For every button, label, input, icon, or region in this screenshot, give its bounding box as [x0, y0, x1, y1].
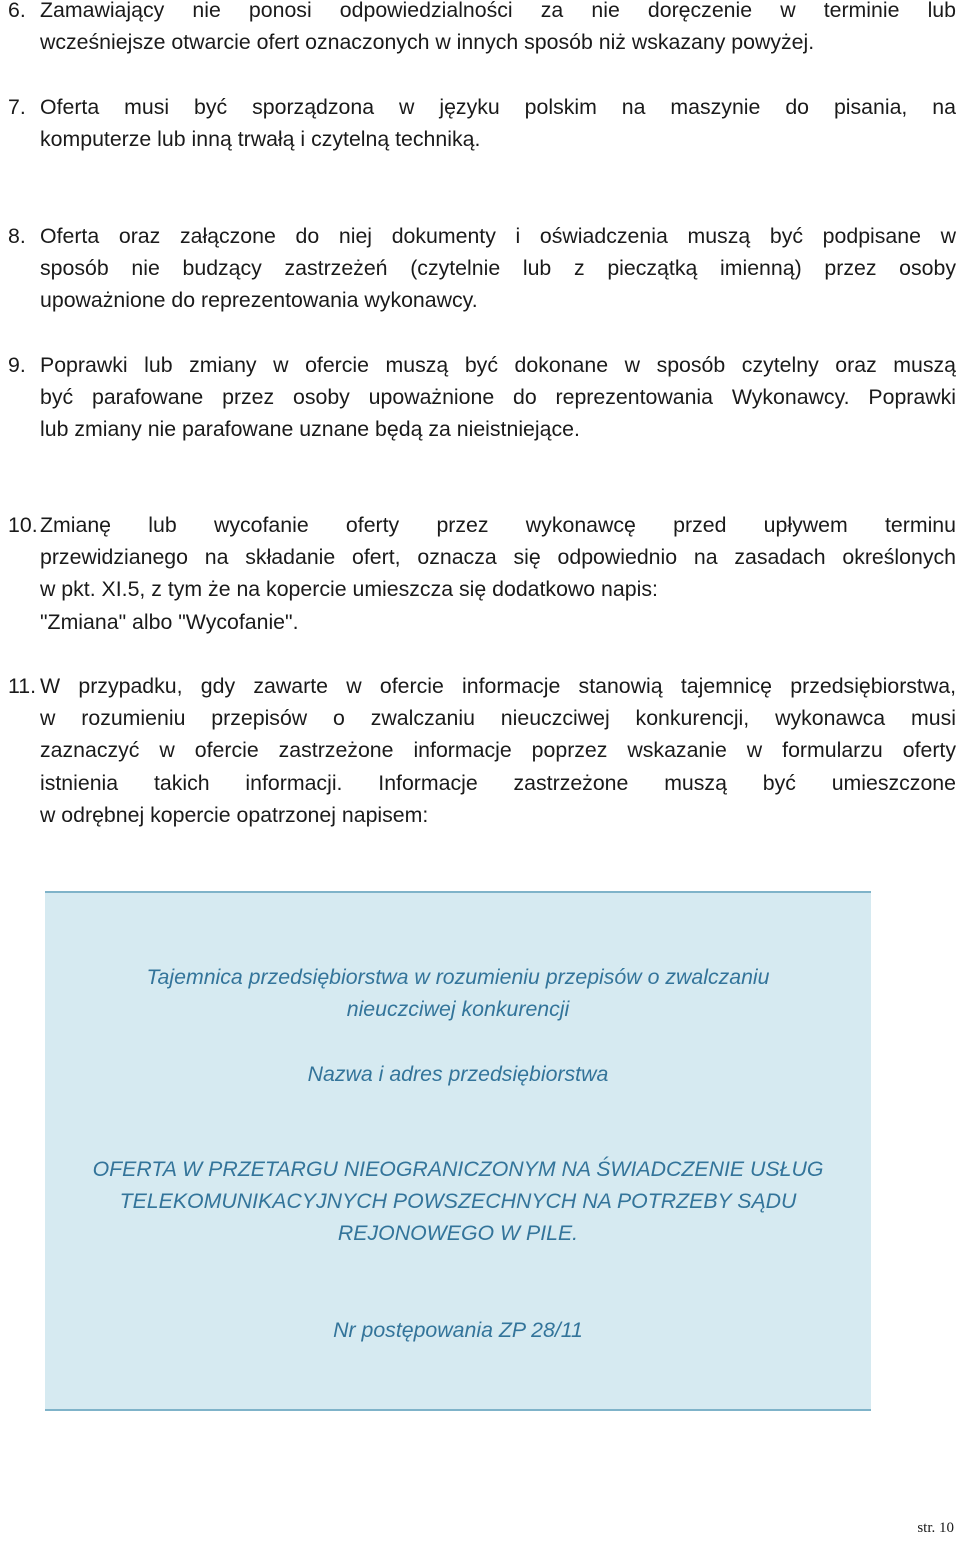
item-line: Zmianę lub wycofanie oferty przez wykonawcę przed upływem terminu — [40, 513, 956, 537]
page-number: str. 10 — [917, 1520, 954, 1536]
item-text — [40, 220, 956, 317]
item-text — [40, 349, 956, 446]
list-item-7 — [8, 91, 956, 155]
item-line: istnienia takich informacji. Informacje zastrzeżone muszą być umieszczone — [40, 770, 956, 795]
item-line: Zamawiający nie ponosi odpowiedzialności za nie doręczenie w terminie lub — [40, 0, 956, 22]
item-line: Oferta oraz załączone do niej dokumenty i oświadczenia muszą być podpisane w — [40, 224, 956, 248]
list-item-8 — [8, 220, 956, 317]
envelope-case-number: Nr postępowania ZP 28/11 — [333, 1318, 583, 1342]
list-item-9 — [8, 349, 956, 446]
item-line: komputerze lub inną trwałą i czytelną techniką. — [40, 127, 481, 152]
item-line: lub zmiany nie parafowane uznane będą za nieistniejące. — [40, 417, 580, 442]
item-line: sposób nie budzący zastrzeżeń (czytelnie lub z pieczątką imienną) przez osoby — [40, 256, 956, 281]
item-number: 6. — [8, 0, 26, 22]
item-line: przewidzianego na składanie ofert, oznacza się odpowiednio na zasadach określonych — [40, 545, 956, 570]
item-line: Oferta musi być sporządzona w języku polskim na maszynie do pisania, na — [40, 95, 956, 119]
item-text — [40, 670, 956, 831]
list-item-11 — [8, 670, 956, 831]
item-line: "Zmiana" albo "Wycofanie". — [40, 609, 299, 634]
envelope-title-line: REJONOWEGO W PILE. — [337, 1221, 579, 1245]
item-number: 9. — [8, 353, 26, 377]
list-item-6 — [8, 0, 956, 58]
envelope-title-line: OFERTA W PRZETARGU NIEOGRANICZONYM NA ŚWIADCZENIE USŁUG — [92, 1157, 824, 1181]
item-number: 7. — [8, 95, 26, 119]
item-text — [40, 509, 956, 638]
item-line: wcześniejsze otwarcie ofert oznaczonych w innych sposób niż wskazany powyżej. — [40, 30, 815, 55]
item-line: w rozumieniu przepisów o zwalczaniu nieuczciwej konkurencji, wykonawca musi — [40, 706, 956, 731]
item-line: zaznaczyć w ofercie zastrzeżone informacje poprzez wskazanie w formularzu oferty — [40, 738, 956, 763]
item-line: Poprawki lub zmiany w ofercie muszą być dokonane w sposób czytelny oraz muszą — [40, 353, 956, 377]
item-number: 10. — [8, 513, 38, 537]
envelope-company-line: Nazwa i adres przedsiębiorstwa — [307, 1062, 609, 1086]
item-text — [40, 91, 956, 155]
item-number: 8. — [8, 224, 26, 248]
envelope-line: nieuczciwej konkurencji — [346, 997, 570, 1021]
envelope-title-line: TELEKOMUNIKACYJNYCH POWSZECHNYCH NA POTRZEBY SĄDU — [119, 1189, 797, 1213]
item-line: upoważnione do reprezentowania wykonawcy. — [40, 288, 478, 313]
item-line: być parafowane przez osoby upoważnione do reprezentowania Wykonawcy. Poprawki — [40, 385, 956, 410]
item-line: W przypadku, gdy zawarte w ofercie informacje stanowią tajemnicę przedsiębiorstwa, — [40, 674, 956, 698]
item-line: w odrębnej kopercie opatrzonej napisem: — [40, 802, 429, 827]
item-number: 11. — [8, 674, 37, 698]
list-item-10 — [8, 509, 956, 638]
envelope-line: Tajemnica przedsiębiorstwa w rozumieniu przepisów o zwalczaniu — [146, 965, 770, 989]
item-text — [40, 0, 956, 58]
item-line: w pkt. XI.5, z tym że na kopercie umieszcza się dodatkowo napis: — [40, 577, 658, 602]
envelope-inscription-box — [45, 891, 871, 1411]
